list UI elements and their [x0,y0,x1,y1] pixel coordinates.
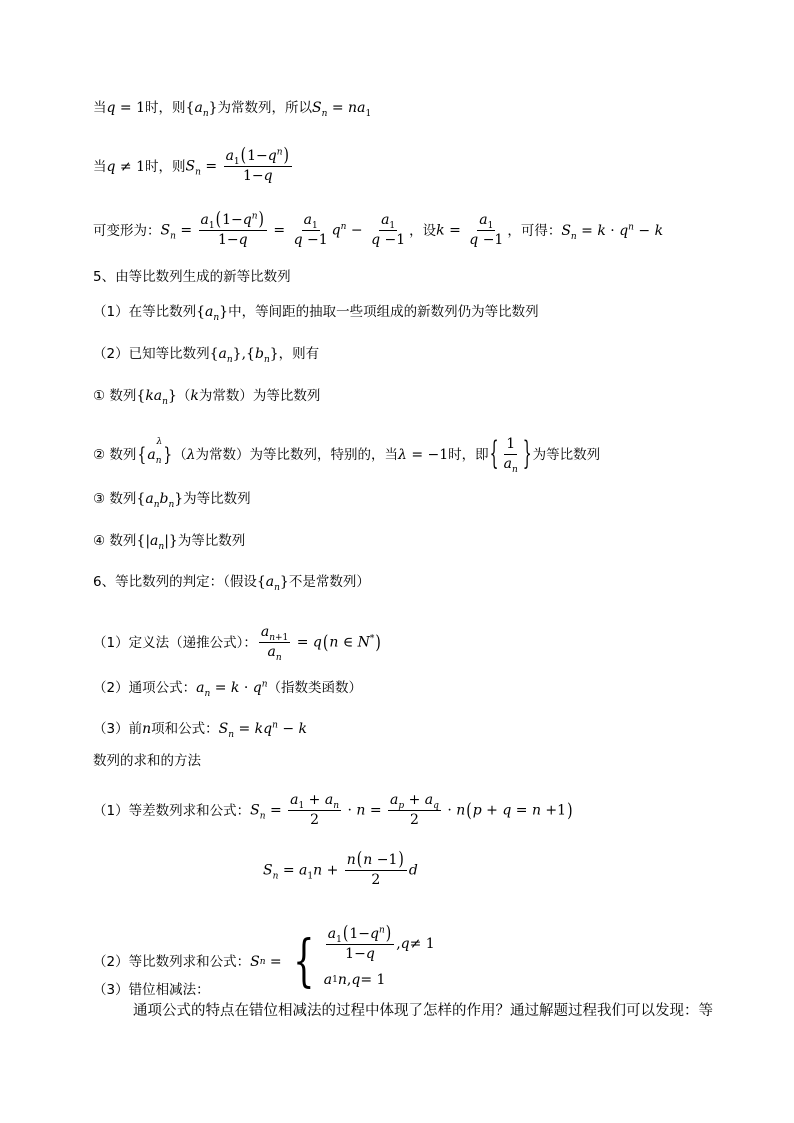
formula: S n = { $\frac{a_1(1-q^n)}{1-q}$ , q ≠ 1 a 1 n , q = 1 [250,922,435,994]
text: （ [173,446,187,463]
text: 为等比数列 [177,533,246,549]
formula: $S_n = kq^n - k$ [218,720,308,740]
summation-item-1-alt [263,849,418,889]
text: 为常数）为等比数列 [198,388,321,404]
text: 可变形为： [93,222,161,239]
formula: λ [186,446,196,463]
text: ，设 [409,222,437,239]
formula: $\{a_nb_n\}$ [136,491,184,510]
text: ，可得： [507,222,562,239]
text: 为等比数列 [183,491,251,507]
formula: λ = −1 [398,446,449,463]
section-5-item-2 [93,344,319,364]
formula: $\{a_n\}$ [256,574,289,593]
formula: $\{a_n\}$ [196,304,229,323]
case-2 [93,436,600,473]
section-6-item-1 [93,624,382,661]
formula: $S_n = a_1n$ + $\frac{n(n -1)}{2}$ d [263,849,418,888]
formula: $\frac{a_{n+1}}{a_n}$ = q(n ∈ N*) [260,624,381,663]
paragraph: 通项公式的特点在错位相减法的过程中体现了怎样的作用？通过解题过程我们可以发现：等 [133,1003,713,1019]
formula: $\{|a_n|\}$ [136,533,178,552]
formula: k = $\frac{a_1}{q -1}$ [436,212,504,248]
line-transform [93,209,664,249]
formula: $S_n = k \cdot q^n - k$ [561,221,664,242]
formula: { $\frac{1}{a_n}$ } [489,436,532,475]
formula: q ≠ 1 [106,158,146,175]
text: （1）等差数列求和公式： [93,802,251,819]
formula: $S_n = na_1$ [312,100,372,119]
formula: $\{ka_n\}$ [136,388,177,407]
case-1 [93,386,320,406]
text: ④ 数列 [93,533,137,549]
formula: $\{a_n\},\{b_n\}$ [209,346,279,365]
formula: $a_n = k \cdot q^n$ [196,679,268,699]
summation-item-1 [93,792,574,829]
formula: $\{a_n\}$ [185,100,218,119]
section-6-item-3 [93,719,307,739]
text: 不是常数列） [288,574,370,590]
text: 6、等比数列的判定：（假设 [93,574,257,590]
section-6-title [93,572,370,592]
section-6-item-2 [93,678,362,698]
text: （3）错位相减法： [93,982,210,998]
text: 为等比数列 [532,446,601,463]
case-4 [93,531,245,551]
formula: $S_n$ = $\frac{a_1(1-q^n)}{1-q}$ [186,148,294,185]
text: （3）前 [93,721,143,737]
text: （ [176,388,191,404]
text: 时，则 [145,158,186,175]
section-5-item-1 [93,302,539,322]
text: ，则有 [278,346,320,362]
text: （2）通项公式： [93,680,197,696]
section-5-title [93,267,291,287]
text: 项和公式： [151,721,219,737]
text: 为常数列，所以 [217,100,313,116]
formula: $S_n$ = $\frac{a_1 + a_n}{2}$ · n = $\frac{a_p + a_q}{2}$ · n(p + q = n +1) [250,792,573,828]
line-q-not-1 [93,145,294,185]
text: ① 数列 [93,388,137,404]
text: 时，则 [145,100,186,116]
text: 为常数）为等比数列，特别的，当 [195,446,398,463]
text: 中，等间距的抽取一些项组成的新数列仍为等比数列 [228,304,539,320]
formula: q = 1 [106,100,146,116]
text: （1）在等比数列 [93,304,197,320]
text: （指数类函数） [267,680,362,696]
section-title: 数列的求和的方法 [93,753,201,769]
text: 当 [93,100,107,116]
section-title: 5、由等比数列生成的新等比数列 [93,269,291,285]
text: 时，即 [448,446,489,463]
line-q-equals-1 [93,98,371,118]
case-3 [93,489,251,509]
summation-item-3-title [93,980,210,1000]
text: ② 数列 [93,446,137,463]
text: （2）等比数列求和公式： [93,954,251,970]
summation-title [93,751,201,771]
text: ③ 数列 [93,491,137,507]
text: 当 [93,158,107,175]
formula: $\{a_n^\lambda\}$ [137,436,173,466]
formula: n [142,721,152,737]
text: （2）已知等比数列 [93,346,210,362]
summation-item-3-text [133,1001,713,1021]
formula: k [190,388,199,404]
text: （1）定义法（递推公式）： [93,634,257,651]
formula: $S_n$ = $\frac{a_1(1-q^n)}{1-q}$ = $\frac{a_1}{q -1}$ $q^n$ − $\frac{a_1}{q -1}$ [160,209,406,248]
